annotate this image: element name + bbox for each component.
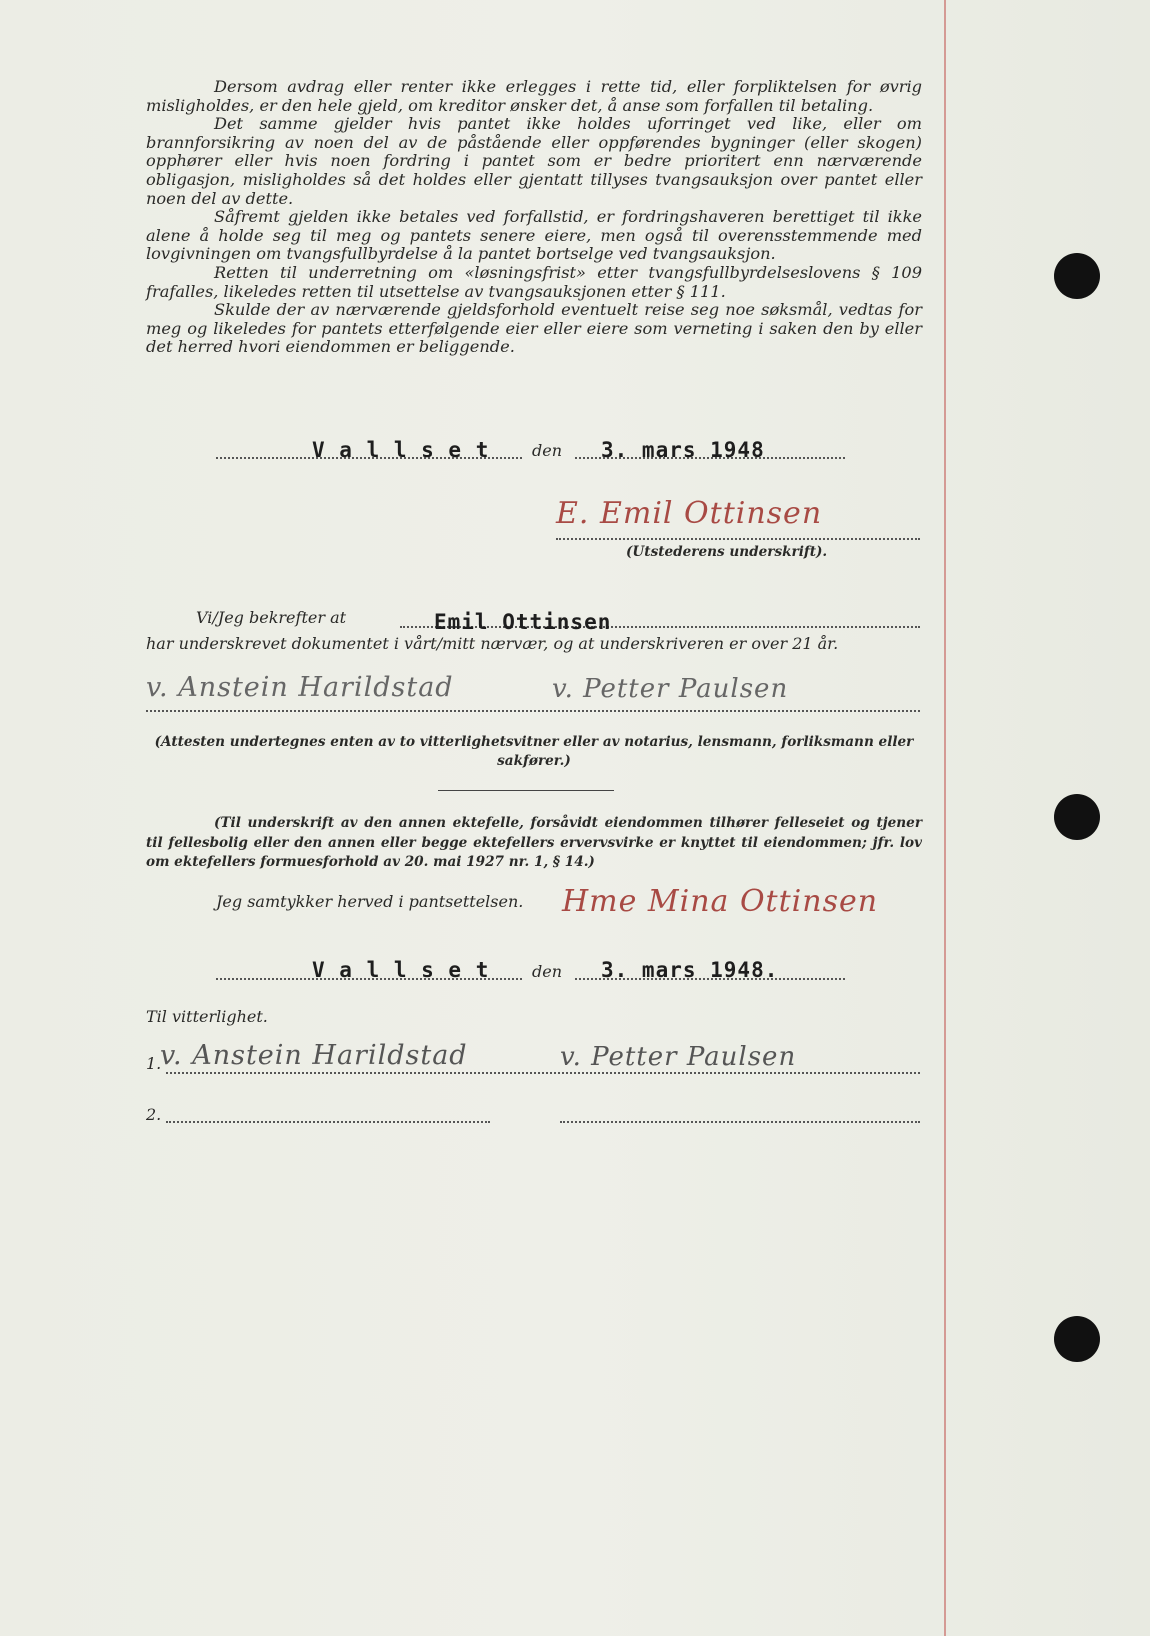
terms-text (146, 78, 922, 357)
witness-number-2: 2. (146, 1105, 162, 1124)
punch-hole-icon (1054, 253, 1100, 299)
den-label: den (532, 962, 563, 981)
punch-hole-icon (1054, 794, 1100, 840)
terms-paragraph: Det samme gjelder hvis pantet ikke holdes uforringet ved like, eller om brannforsikring av noen del av de påstående eller oppførendes bygninger (eller skogen) opphører eller hvis noen fordring i pantet som er bedre prioritert enn nærværende obligasjon, misligholdes så det holdes eller gjentatt tillyses tvangsauksjon over pantet eller noen del av dette. (146, 114, 922, 208)
divider (438, 790, 614, 791)
red-margin-line (944, 0, 946, 1636)
spouse-signature: Hme Mina Ottinsen (562, 884, 879, 919)
witness-1-signature: v. Anstein Harildstad (160, 1040, 468, 1071)
confirmation-prefix: Vi/Jeg bekrefter at (196, 608, 347, 627)
terms-paragraph: Dersom avdrag eller renter ikke erlegges i rette tid, eller forpliktelsen for øvrig misligholdes, er den hele gjeld, om kreditor ønsker det, å anse som forfallen til betaling. (146, 77, 922, 115)
witness-signature: v. Anstein Harildstad (146, 672, 454, 703)
den-label: den (532, 441, 563, 460)
confirmed-name: Emil Ottinsen (434, 610, 612, 634)
issuer-signature: E. Emil Ottinsen (556, 496, 823, 531)
punch-hole-icon (1054, 1316, 1100, 1362)
date: 3. mars 1948. (601, 958, 779, 982)
witness-title: Til vitterlighet. (146, 1007, 268, 1026)
consent-text: Jeg samtykker herved i pantsettelsen. (216, 892, 524, 911)
terms-paragraph: Skulde der av nærværende gjeldsforhold eventuelt reise seg noe søksmål, vedtas for meg og likeledes for pantets etterfølgende eier eller eiere som verneting i saken den by eller det herred hvori eiendommen er beliggende. (146, 300, 922, 357)
confirmation-line: har underskrevet dokumentet i vårt/mitt nærvær, og at underskriveren er over 21 år. (146, 634, 839, 653)
date: 3. mars 1948 (601, 438, 765, 462)
issuer-caption: (Utstederens underskrift). (626, 544, 828, 560)
terms-paragraph: Retten til underretning om «løsningsfrist» etter tvangsfullbyrdelseslovens § 109 frafalles, likeledes retten til utsettelse av tvangsauksjonen etter § 111. (146, 262, 922, 301)
terms-paragraph: Såfremt gjelden ikke betales ved forfallstid, er fordringshaveren berettiget til ikke alene å holde seg til meg og pantets senere eiere, men også til overensstemmende med lovgivningen om tvangsfullbyrdelse å la pantet bortselge ved tvangsauksjon. (146, 207, 922, 264)
witness-signature: v. Petter Paulsen (552, 674, 789, 704)
attestation-note: (Attesten undertegnes enten av to vitterlighetsvitner eller av notarius, lensmann, forliksmann eller sakfører.) (154, 734, 914, 769)
witness-2-signature: v. Petter Paulsen (560, 1042, 797, 1072)
spouse-note: (Til underskrift av den annen ektefelle, forsåvidt eiendommen tilhører felleseiet og tjener til fellesbolig eller den annen eller begge ektefellers ervervsvirke er knyttet til eiendommen; jfr. lov om ektefellers formuesforhold av 20. mai 1927 nr. 1, § 14.) (146, 815, 922, 870)
witness-number-1: 1. (146, 1054, 162, 1073)
place: V a l l s e t (312, 958, 490, 982)
place: V a l l s e t (312, 438, 490, 462)
